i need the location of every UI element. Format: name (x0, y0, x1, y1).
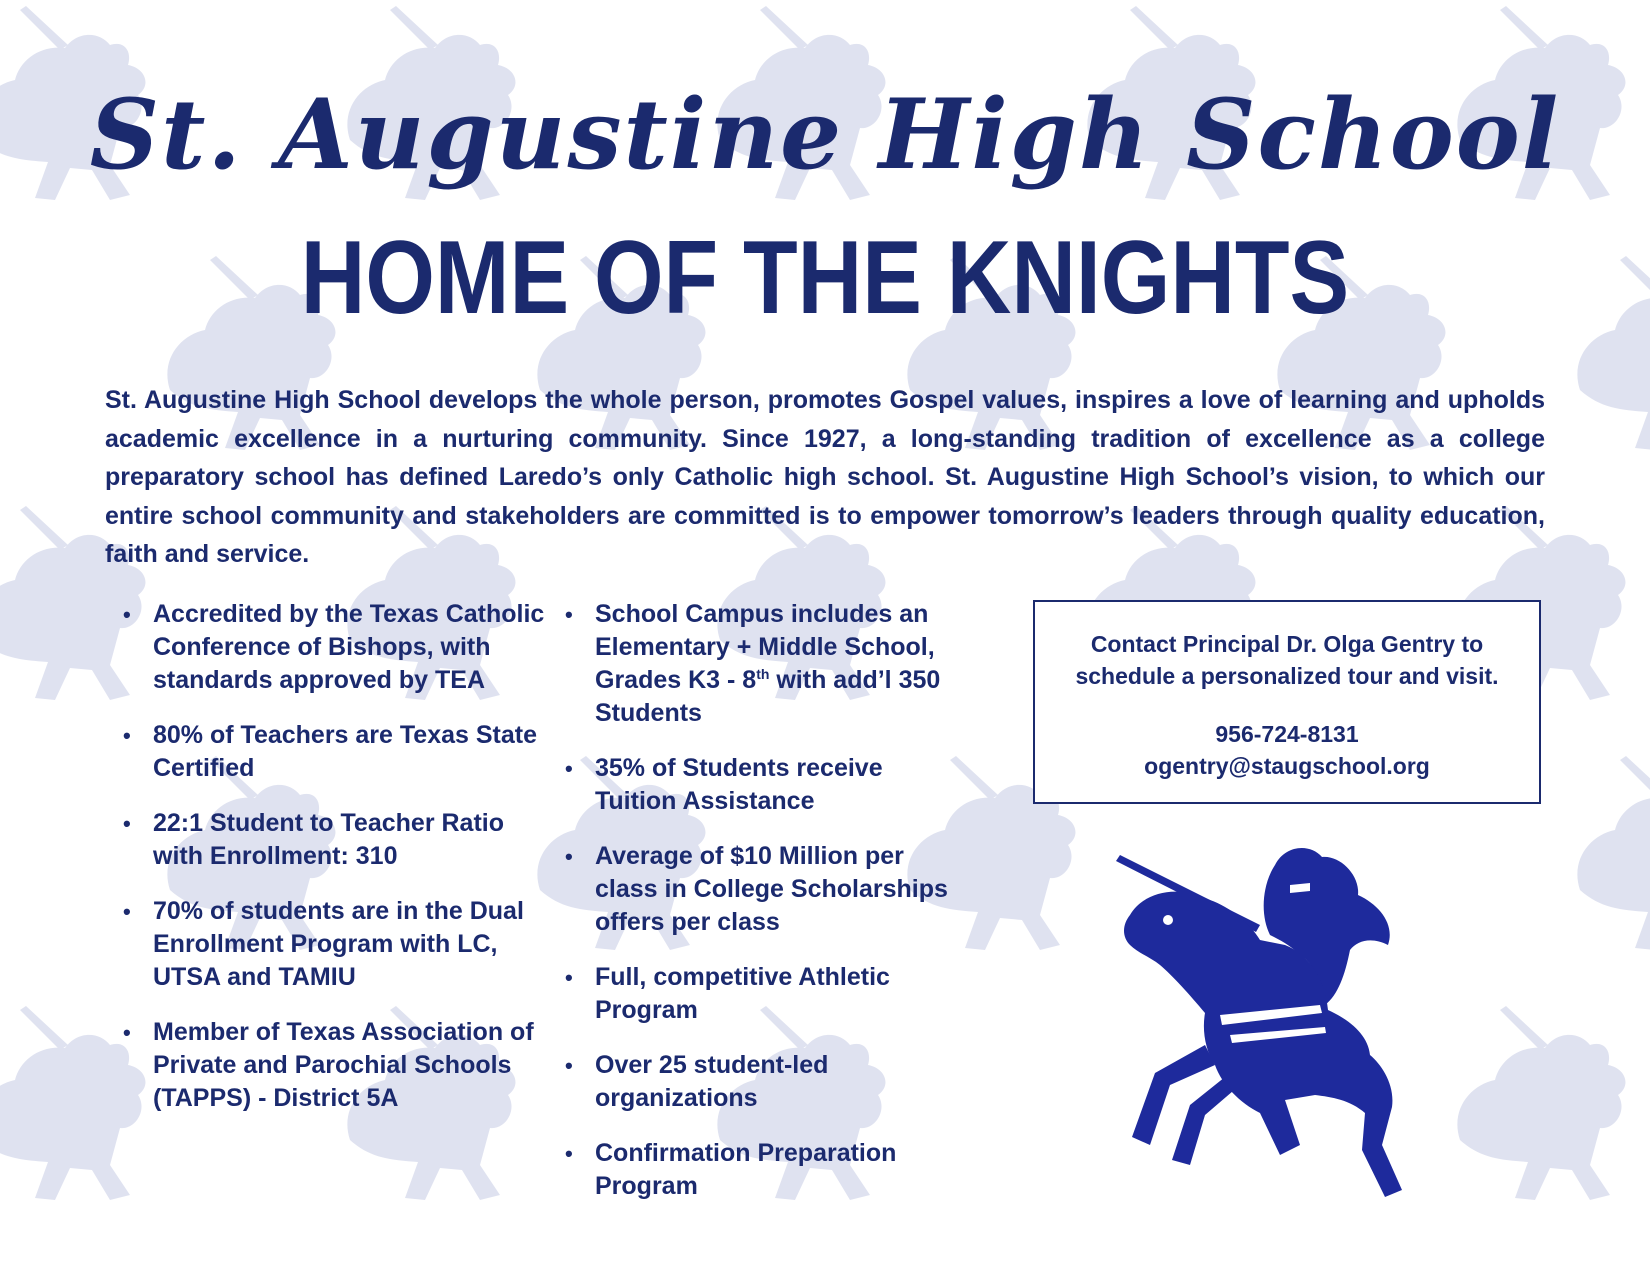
list-item (547, 598, 967, 730)
list-item: • Full, competitive Athletic Program (565, 963, 890, 1024)
campus-text: School Campus includes an Elementary + Middle School, Grades K3 - 8th with add’l 350 Students (595, 600, 941, 727)
bullet-icon: • (565, 1053, 573, 1078)
bullet-icon: • (565, 756, 573, 781)
contact-phone[interactable]: 956-724-8131 (1215, 721, 1359, 747)
school-name: St. Augustine High School (89, 78, 1561, 191)
list-item: • 80% of Teachers are Texas State Certified (123, 721, 537, 782)
list-item: • Member of Texas Association of Private and Parochial Schools (TAPPS) - District 5A (123, 1018, 534, 1112)
tagline: HOME OF THE KNIGHTS (300, 220, 1350, 336)
bullet-icon: • (123, 602, 131, 627)
contact-box (1033, 600, 1541, 804)
list-item: • 70% of students are in the Dual Enrollment Program with LC, UTSA and TAMIU (123, 897, 524, 991)
list-item: • Confirmation Preparation Program (565, 1139, 897, 1200)
bullet-icon: • (123, 899, 131, 924)
intro-paragraph: St. Augustine High School develops the whole person, promotes Gospel values, inspires a love of learning and upholds academic excellence in a nurturing community. Since 1927, a long-standing tradition of excellence as a college preparatory school has defined Laredo’s only Catholic high school. St. Augustine High School’s vision, to which our entire school community and stakeholders are committed is to empower tomorrow’s leaders through quality education, faith and service. (105, 386, 1545, 568)
list-item: • Over 25 student-led organizations (565, 1051, 829, 1112)
contact-message: Contact Principal Dr. Olga Gentry to schedule a personalized tour and visit. (1075, 631, 1499, 689)
bullet-icon: • (565, 602, 573, 627)
bullet-icon: • (565, 844, 573, 869)
bullet-icon: • (565, 1141, 573, 1166)
bullet-icon: • (123, 1020, 131, 1045)
list-item: • 35% of Students receive Tuition Assistance (565, 754, 883, 815)
contact-email[interactable]: ogentry@staugschool.org (1144, 753, 1430, 779)
bullet-icon: • (123, 723, 131, 748)
bullet-icon: • (123, 811, 131, 836)
list-item: • Average of $10 Million per class in College Scholarships offers per class (565, 842, 948, 936)
facts-list-right (547, 598, 967, 1225)
bullet-icon: • (565, 965, 573, 990)
list-item: • Accredited by the Texas Catholic Conference of Bishops, with standards approved by TEA (123, 600, 545, 694)
facts-list-left (105, 598, 545, 1137)
list-item: • 22:1 Student to Teacher Ratio with Enrollment: 310 (123, 809, 504, 870)
knight-on-horse-icon (1110, 845, 1480, 1215)
